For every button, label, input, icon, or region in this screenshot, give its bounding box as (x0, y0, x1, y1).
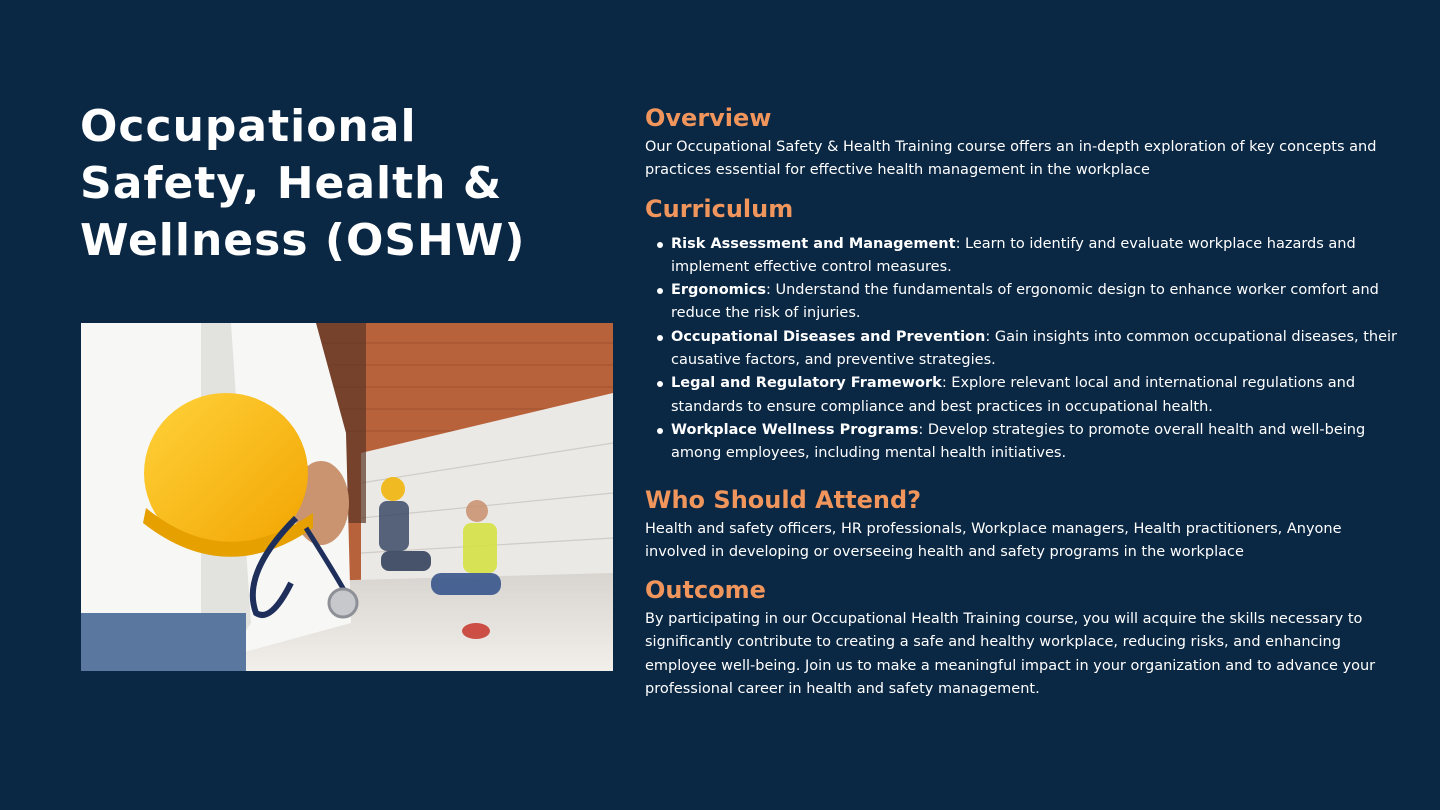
bullet-icon (657, 381, 663, 387)
bullet-icon (657, 335, 663, 341)
curriculum-item (645, 279, 1405, 326)
curriculum-item (645, 326, 1405, 373)
bullet-icon (657, 428, 663, 434)
course-details (645, 100, 1405, 701)
curriculum-item-term: Workplace Wellness Programs (671, 421, 919, 438)
curriculum-item-term: Risk Assessment and Management (671, 235, 956, 252)
overview-heading: Overview (645, 104, 772, 132)
overview-section (645, 100, 1405, 183)
outcome-section (645, 572, 1405, 701)
overview-text: Our Occupational Safety & Health Training course offers an in-depth exploration of key concepts and practices essential for effective health management in the workplace (645, 139, 1377, 179)
bullet-icon (657, 288, 663, 294)
curriculum-item (645, 233, 1405, 280)
curriculum-item (645, 419, 1405, 466)
curriculum-item-desc: : Understand the fundamentals of ergonomic design to enhance worker comfort and reduce the risk of injuries. (671, 282, 1379, 322)
workplace-safety-photo (81, 323, 613, 671)
curriculum-item-term: Ergonomics (671, 282, 766, 299)
curriculum-section (645, 191, 1405, 466)
bullet-icon (657, 242, 663, 248)
curriculum-item-term: Legal and Regulatory Framework (671, 375, 942, 392)
curriculum-item-desc: : Learn to identify and evaluate workplace hazards and implement effective control measures. (671, 235, 1356, 275)
curriculum-item-term: Occupational Diseases and Prevention (671, 328, 986, 345)
page-title: Occupational Safety, Health & Wellness (OSHW) (80, 101, 526, 266)
curriculum-heading: Curriculum (645, 194, 794, 223)
outcome-text: By participating in our Occupational Health Training course, you will acquire the skills necessary to significantly contribute to creating a safe and healthy workplace, reducing risks, and enhancing employee well-being. Join us to make a meaningful impact in your organization and to advance your professional career in health and safety management. (645, 611, 1376, 698)
attend-section (645, 482, 1405, 565)
curriculum-item (645, 372, 1405, 419)
curriculum-list (645, 233, 1405, 466)
outcome-heading: Outcome (645, 576, 766, 605)
curriculum-item-desc: : Develop strategies to promote overall health and well-being among employees, including mental health initiatives. (671, 421, 1366, 462)
attend-text: Health and safety officers, HR professionals, Workplace managers, Health practitioners, Anyone involved in developing or overseeing health and safety programs in the workplace (645, 520, 1342, 560)
curriculum-item-desc: : Explore relevant local and international regulations and standards to ensure compliance and best practices in occupational health. (671, 375, 1356, 415)
photo-illustration (81, 323, 613, 671)
attend-heading: Who Should Attend? (645, 485, 922, 514)
curriculum-item-desc: : Gain insights into common occupational diseases, their causative factors, and preventive strategies. (671, 328, 1398, 369)
